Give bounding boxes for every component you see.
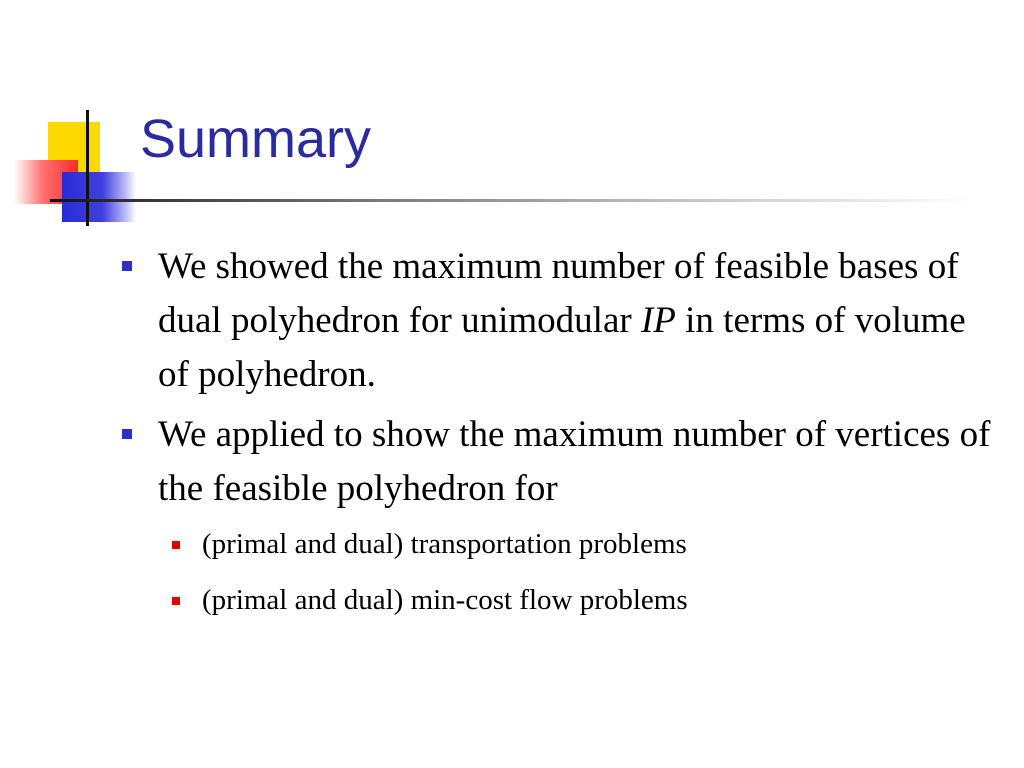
bullet-text-after: in terms of volume of polyhedron. [158,300,966,395]
red-square-bullet-icon [172,541,180,549]
bullet-text: We applied to show the maximum number of vertices of the feasible polyhedron for [158,414,991,509]
bullet-emphasis: IP [640,300,676,341]
square-bullet-icon [122,261,132,271]
sub-bullet-item [172,524,1000,564]
bullet-item [120,408,1000,516]
sub-bullet-item [172,580,1000,620]
slide-title: Summary [140,109,372,169]
bullet-item [120,240,1000,402]
sub-bullet-text: (primal and dual) min-cost flow problems [202,584,688,616]
bullet-text: We showed the maximum number of feasible bases of dual polyhedron for unimodular [158,246,959,341]
logo-blue-square [62,172,136,222]
logo-vertical-line [86,110,89,226]
red-square-bullet-icon [172,597,180,605]
square-bullet-icon [122,429,132,439]
slide-content [120,240,1000,636]
title-underline [50,199,980,202]
sub-bullet-text: (primal and dual) transportation problems [202,528,687,560]
